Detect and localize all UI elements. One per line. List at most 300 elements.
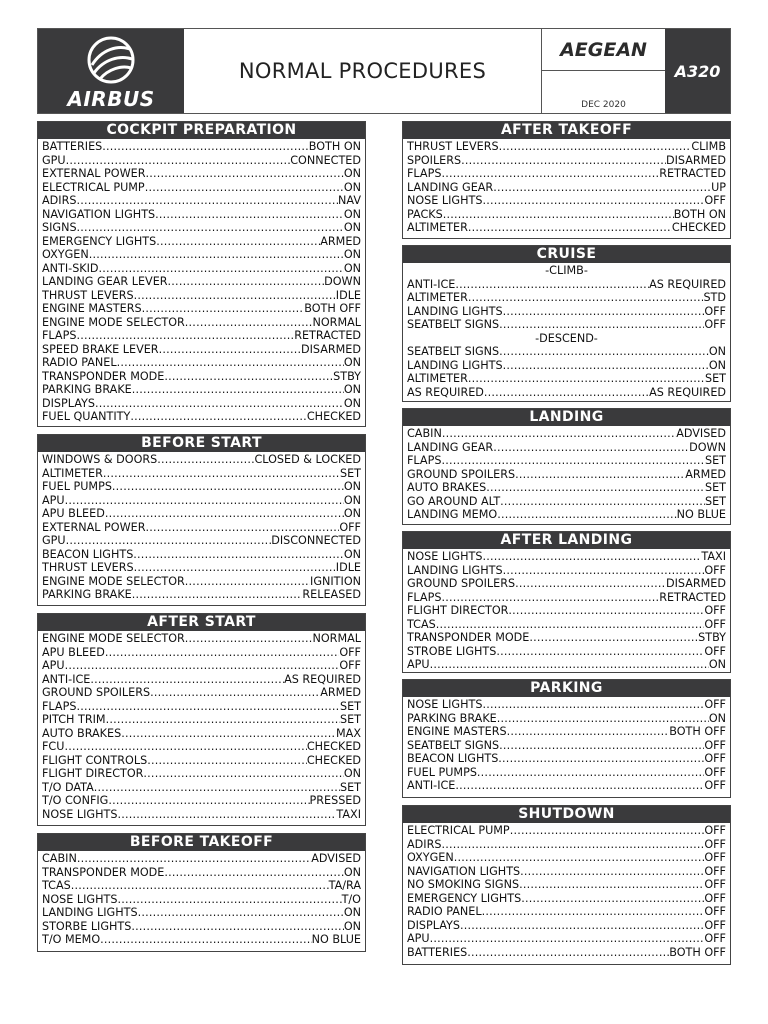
item-label: ELECTRICAL PUMP xyxy=(407,824,510,837)
item-label: SIGNS xyxy=(42,221,77,234)
item-label: ENGINE MODE SELECTOR xyxy=(42,632,185,645)
item-value: ON xyxy=(343,261,361,275)
dot-leader xyxy=(156,235,320,249)
dot-leader xyxy=(185,575,310,589)
item-label: PARKING BRAKE xyxy=(42,588,132,601)
checklist-item xyxy=(42,275,361,289)
item-label: WINDOWS & DOORS xyxy=(42,453,158,466)
dot-leader xyxy=(455,278,649,292)
item-label: APU xyxy=(42,493,65,507)
dot-leader xyxy=(76,194,338,208)
checklist-item xyxy=(407,851,726,865)
checklist-item xyxy=(42,740,361,754)
dot-leader xyxy=(89,248,344,262)
item-label: T/O MEMO xyxy=(42,933,101,946)
checklist-item xyxy=(407,878,726,892)
dot-leader xyxy=(497,508,676,522)
checklist-item xyxy=(42,397,361,411)
checklist-item xyxy=(407,564,726,578)
checklist-item xyxy=(42,794,361,808)
item-value: OFF xyxy=(704,765,726,779)
checklist-item xyxy=(407,698,726,712)
checklist-item xyxy=(407,739,726,753)
item-value: OFF xyxy=(339,520,361,534)
item-value: NORMAL xyxy=(312,632,361,645)
checklist-item xyxy=(42,370,361,384)
item-label: FLAPS xyxy=(42,699,77,713)
section-title: PARKING xyxy=(403,680,730,697)
checklist-item xyxy=(42,588,361,602)
checklist-item xyxy=(42,548,361,562)
item-label: GO AROUND ALT xyxy=(407,494,501,508)
item-value: ON xyxy=(343,356,361,369)
item-label: ENGINE MASTERS xyxy=(42,302,142,315)
section-parking xyxy=(402,679,731,798)
dot-leader xyxy=(100,933,312,947)
checklist-item xyxy=(42,808,361,822)
section-title: AFTER LANDING xyxy=(403,532,730,549)
dot-leader xyxy=(65,659,340,673)
dot-leader xyxy=(147,754,307,768)
item-value: OFF xyxy=(704,698,726,711)
item-value: NAV xyxy=(338,194,361,207)
item-label: OXYGEN xyxy=(407,851,454,864)
checklist-item xyxy=(407,291,726,305)
item-value: SET xyxy=(704,481,726,494)
checklist-item xyxy=(42,920,361,934)
checklist-item xyxy=(407,712,726,726)
item-value: SET xyxy=(704,494,726,508)
checklist-item xyxy=(407,779,726,793)
section-cruise xyxy=(402,245,731,402)
checklist-item xyxy=(42,383,361,397)
item-value: ARMED xyxy=(320,686,361,699)
item-value: SET xyxy=(339,780,361,794)
item-value: ADVISED xyxy=(311,852,361,865)
item-label: LANDING LIGHTS xyxy=(407,304,503,318)
checklist-item xyxy=(42,852,361,866)
item-value: T/O xyxy=(341,892,361,906)
item-label: PARKING BRAKE xyxy=(42,383,132,396)
checklist-item xyxy=(42,167,361,181)
airbus-swirl-icon xyxy=(84,35,138,85)
item-label: SEATBELT SIGNS xyxy=(407,318,500,331)
dot-leader xyxy=(441,591,659,605)
checklist-item xyxy=(407,766,726,780)
item-value: RETRACTED xyxy=(659,167,726,180)
item-label: PARKING BRAKE xyxy=(407,711,497,725)
item-label: ANTI-ICE xyxy=(407,277,456,291)
item-value: OFF xyxy=(704,837,726,851)
item-value: CHECKED xyxy=(671,221,726,234)
item-label: APU xyxy=(407,932,430,945)
checklist-item xyxy=(407,345,726,359)
checklist-item xyxy=(42,289,361,303)
item-label: EXTERNAL POWER xyxy=(42,520,146,534)
checklist-item xyxy=(407,468,726,482)
item-value: ON xyxy=(343,767,361,780)
item-label: GROUND SPOILERS xyxy=(407,577,516,590)
checklist-item xyxy=(42,316,361,330)
checklist-item xyxy=(42,893,361,907)
dot-leader xyxy=(507,725,670,739)
dot-leader xyxy=(145,521,339,535)
item-value: OFF xyxy=(704,891,726,905)
item-value: UP xyxy=(711,180,726,194)
dot-leader xyxy=(461,154,666,168)
dot-leader xyxy=(529,631,698,645)
checklist-item xyxy=(42,713,361,727)
checklist-items xyxy=(38,631,365,821)
item-value: OFF xyxy=(704,918,726,932)
item-label: ENGINE MODE SELECTOR xyxy=(42,315,185,329)
dot-leader xyxy=(145,167,343,181)
dot-leader xyxy=(482,905,705,919)
checklist-item xyxy=(407,386,726,400)
item-value: ON xyxy=(343,248,361,261)
checklist-item xyxy=(407,140,726,154)
item-label: LANDING LIGHTS xyxy=(42,906,138,919)
item-value: OFF xyxy=(704,644,726,658)
item-label: LANDING GEAR xyxy=(407,440,494,454)
item-value: DOWN xyxy=(689,440,726,454)
checklist-item xyxy=(407,658,726,672)
item-value: TAXI xyxy=(701,550,726,563)
checklist-item xyxy=(407,631,726,645)
page-title: NORMAL PROCEDURES xyxy=(238,59,487,83)
item-value: ON xyxy=(343,383,361,396)
checklist-item xyxy=(42,235,361,249)
dot-leader xyxy=(493,181,711,195)
item-value: ON xyxy=(343,207,361,221)
item-value: CHECKED xyxy=(306,410,361,423)
phase-subtitle: -CLIMB- xyxy=(545,264,588,277)
dot-leader xyxy=(503,564,705,578)
item-value: OFF xyxy=(339,645,361,659)
item-label: GPU xyxy=(42,153,66,167)
item-label: STORBE LIGHTS xyxy=(42,919,132,933)
dot-leader xyxy=(159,343,301,357)
checklist-item xyxy=(407,167,726,181)
dot-leader xyxy=(185,632,313,646)
dot-leader xyxy=(185,316,313,330)
item-value: NO BLUE xyxy=(311,933,361,946)
item-value: DISARMED xyxy=(666,153,726,167)
item-value: TA/RA xyxy=(328,879,361,892)
checklist-item xyxy=(42,781,361,795)
item-label: BATTERIES xyxy=(42,140,103,153)
section-title: CRUISE xyxy=(403,246,730,263)
item-label: FLAPS xyxy=(42,329,77,342)
item-label: THRUST LEVERS xyxy=(407,140,499,153)
item-value: OFF xyxy=(704,563,726,577)
section-after-takeoff xyxy=(402,121,731,239)
dot-leader xyxy=(499,140,692,154)
dot-leader xyxy=(157,453,254,467)
item-label: APU xyxy=(407,658,430,671)
item-label: DISPLAYS xyxy=(407,918,460,932)
dot-leader xyxy=(430,658,709,672)
checklist-item xyxy=(407,154,726,168)
item-value: RELEASED xyxy=(302,588,361,601)
checklist-item xyxy=(407,495,726,509)
dot-leader xyxy=(497,712,709,726)
checklist-item xyxy=(407,645,726,659)
aircraft-model: A320 xyxy=(665,29,730,113)
item-value: OFF xyxy=(704,738,726,752)
dot-leader xyxy=(436,618,705,632)
item-label: FLIGHT DIRECTOR xyxy=(42,767,144,780)
item-label: AS REQUIRED xyxy=(407,385,484,399)
dot-leader xyxy=(510,824,705,838)
checklist-item xyxy=(42,302,361,316)
dot-leader xyxy=(164,370,333,384)
dot-leader xyxy=(99,262,344,276)
item-label: APU BLEED xyxy=(42,507,105,520)
item-value: BOTH ON xyxy=(308,140,361,153)
item-value: ON xyxy=(343,167,361,180)
checklist-item xyxy=(407,208,726,222)
dot-leader xyxy=(65,494,344,508)
section-landing xyxy=(402,408,731,525)
item-label: SPOILERS xyxy=(407,153,462,167)
dot-leader xyxy=(143,767,343,781)
dot-leader xyxy=(467,946,669,960)
item-label: NOSE LIGHTS xyxy=(42,807,118,821)
checklist-item xyxy=(42,767,361,781)
item-value: STBY xyxy=(698,631,726,644)
item-value: SET xyxy=(339,699,361,713)
dot-leader xyxy=(486,481,705,495)
checklist-item xyxy=(42,632,361,646)
checklist-item xyxy=(407,591,726,605)
dot-leader xyxy=(64,740,306,754)
dot-leader xyxy=(76,700,340,714)
item-label: FUEL PUMPS xyxy=(407,765,477,779)
item-value: ARMED xyxy=(320,234,361,248)
dot-leader xyxy=(95,397,344,411)
checklist-items xyxy=(403,823,730,959)
item-label: EMERGENCY LIGHTS xyxy=(42,234,157,248)
item-value: NORMAL xyxy=(312,315,361,329)
checklist-item xyxy=(42,248,361,262)
item-label: ADIRS xyxy=(407,837,442,851)
checklist-item xyxy=(42,879,361,893)
item-value: TAXI xyxy=(336,807,361,821)
item-value: OFF xyxy=(704,604,726,617)
checklist-item xyxy=(407,481,726,495)
dot-leader xyxy=(133,548,344,562)
item-value: SET xyxy=(339,713,361,726)
dot-leader xyxy=(117,893,341,907)
dot-leader xyxy=(503,305,705,319)
item-value: ON xyxy=(708,358,726,372)
item-label: ALTIMETER xyxy=(42,466,103,480)
item-label: DISPLAYS xyxy=(42,396,95,410)
checklist-item xyxy=(42,480,361,494)
item-label: APU xyxy=(42,659,65,672)
checklist-item xyxy=(42,221,361,235)
section-shutdown xyxy=(402,805,731,965)
dot-leader xyxy=(521,892,704,906)
item-value: OFF xyxy=(339,659,361,672)
section-title: BEFORE START xyxy=(38,435,365,452)
checklist-item xyxy=(407,372,726,386)
checklist-item xyxy=(407,508,726,522)
operator-name: AEGEAN xyxy=(541,29,665,71)
section-title: AFTER START xyxy=(38,614,365,631)
section-title: AFTER TAKEOFF xyxy=(403,122,730,139)
checklist-item xyxy=(42,521,361,535)
item-label: SPEED BRAKE LEVER xyxy=(42,342,159,356)
checklist-item xyxy=(407,618,726,632)
item-label: SEATBELT SIGNS xyxy=(407,738,500,752)
item-label: FLIGHT CONTROLS xyxy=(42,753,148,767)
dot-leader xyxy=(77,852,311,866)
dot-leader xyxy=(482,194,704,208)
checklist-item xyxy=(407,359,726,373)
checklist-items xyxy=(403,549,730,672)
checklist-item xyxy=(42,561,361,575)
document-header xyxy=(37,28,731,114)
item-label: ALTIMETER xyxy=(407,221,468,234)
item-value: DISARMED xyxy=(666,577,726,590)
item-label: EXTERNAL POWER xyxy=(42,167,146,180)
checklist-item xyxy=(42,208,361,222)
checklist-item xyxy=(42,646,361,660)
checklist-item xyxy=(42,727,361,741)
checklist-items xyxy=(403,426,730,522)
dot-leader xyxy=(155,208,344,222)
item-label: GROUND SPOILERS xyxy=(407,467,516,481)
dot-leader xyxy=(430,932,705,946)
checklist-item xyxy=(42,754,361,768)
dot-leader xyxy=(164,866,343,880)
dot-leader xyxy=(142,302,305,316)
dot-leader xyxy=(102,140,308,154)
dot-leader xyxy=(441,454,705,468)
section-title: SHUTDOWN xyxy=(403,806,730,823)
item-value: ON xyxy=(343,396,361,410)
item-label: OXYGEN xyxy=(42,248,89,261)
dot-leader xyxy=(499,318,704,332)
item-label: STROBE LIGHTS xyxy=(407,644,497,658)
item-label: NAVIGATION LIGHTS xyxy=(407,864,521,878)
item-label: CABIN xyxy=(407,427,442,440)
item-value: OFF xyxy=(704,194,726,207)
item-label: FLAPS xyxy=(407,167,442,180)
checklist-item xyxy=(42,673,361,687)
item-value: OFF xyxy=(704,878,726,891)
item-label: TRANSPONDER MODE xyxy=(42,865,165,879)
checklist-items xyxy=(403,263,730,399)
dot-leader xyxy=(441,838,704,852)
item-value: ON xyxy=(343,906,361,919)
dot-leader xyxy=(132,383,344,397)
item-label: FLIGHT DIRECTOR xyxy=(407,604,509,617)
item-value: IGNITION xyxy=(310,574,361,588)
item-value: PRESSED xyxy=(309,794,361,807)
checklist-item xyxy=(42,906,361,920)
item-value: DOWN xyxy=(324,275,361,288)
item-label: PACKS xyxy=(407,207,443,221)
item-value: OFF xyxy=(704,824,726,837)
item-value: OFF xyxy=(704,752,726,765)
checklist-item xyxy=(42,467,361,481)
checklist-item xyxy=(407,181,726,195)
dot-leader xyxy=(482,550,701,564)
item-value: BOTH OFF xyxy=(669,725,726,738)
item-label: BATTERIES xyxy=(407,945,468,959)
item-value: IDLE xyxy=(335,561,361,574)
item-label: TCAS xyxy=(407,617,436,631)
item-label: FUEL QUANTITY xyxy=(42,410,131,423)
item-label: FLAPS xyxy=(407,590,442,604)
dot-leader xyxy=(496,645,704,659)
item-label: ANTI-ICE xyxy=(407,779,456,792)
item-label: ENGINE MASTERS xyxy=(407,725,507,738)
dot-leader xyxy=(117,356,344,370)
section-title: LANDING xyxy=(403,409,730,426)
dot-leader xyxy=(499,739,704,753)
dot-leader xyxy=(134,289,336,303)
checklist-item xyxy=(407,604,726,618)
item-label: NOSE LIGHTS xyxy=(407,550,483,563)
item-value: RETRACTED xyxy=(294,329,361,342)
section-before-start xyxy=(37,434,366,606)
item-label: ANTI-ICE xyxy=(42,672,91,686)
item-label: LANDING LIGHTS xyxy=(407,358,503,372)
checklist-item xyxy=(42,866,361,880)
item-value: SET xyxy=(339,466,361,480)
item-value: ON xyxy=(708,711,726,725)
section-before-takeoff xyxy=(37,833,366,952)
checklist-items xyxy=(38,851,365,947)
item-label: TCAS xyxy=(42,879,71,892)
item-value: AS REQUIRED xyxy=(284,672,361,686)
checklist-item xyxy=(407,194,726,208)
checklist-item xyxy=(42,154,361,168)
item-value: STD xyxy=(703,291,726,304)
item-label: FLAPS xyxy=(407,454,442,467)
dot-leader xyxy=(168,275,325,289)
checklist-item xyxy=(407,838,726,852)
checklist-item xyxy=(407,946,726,960)
item-value: OFF xyxy=(704,932,726,945)
item-label: LANDING LIGHTS xyxy=(407,563,503,577)
checklist-item xyxy=(407,550,726,564)
item-value: CONNECTED xyxy=(290,153,361,167)
item-label: ANTI-SKID xyxy=(42,261,99,275)
checklist-item xyxy=(407,305,726,319)
checklist-item xyxy=(407,577,726,591)
checklist-item xyxy=(42,140,361,154)
dot-leader xyxy=(105,646,340,660)
dot-leader xyxy=(442,427,676,441)
item-value: ON xyxy=(343,493,361,507)
item-value: ON xyxy=(708,345,726,358)
dot-leader xyxy=(468,221,672,235)
item-value: ON xyxy=(343,865,361,879)
dot-leader xyxy=(498,752,704,766)
dot-leader xyxy=(515,468,685,482)
dot-leader xyxy=(117,808,336,822)
checklist-item xyxy=(42,262,361,276)
checklist-item xyxy=(42,933,361,947)
item-value: RETRACTED xyxy=(659,590,726,604)
dot-leader xyxy=(71,879,329,893)
checklist-item xyxy=(42,659,361,673)
